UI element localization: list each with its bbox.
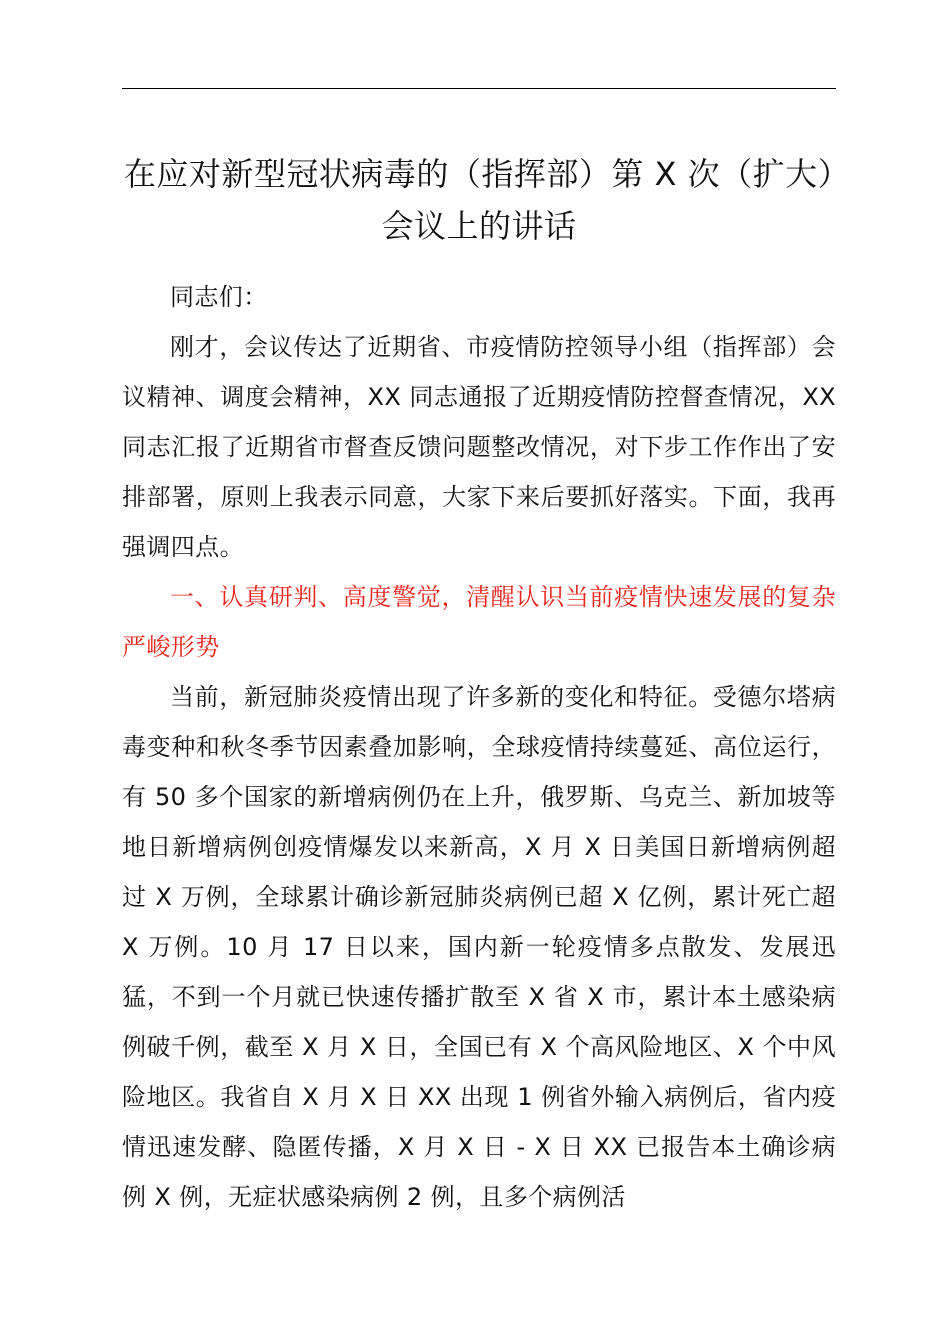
section-paragraph: 当前，新冠肺炎疫情出现了许多新的变化和特征。受德尔塔病毒变种和秋冬季节因素叠加影响，全球疫情持续蔓延、高位运行，有 50 多个国家的新增病例仍在上升，俄罗斯、乌克兰、新加坡等地日新增病例创疫情爆发以来新高，X 月 X 日美国日新增病例超过 X 万例，全球累计确诊新冠肺炎病例已超 X 亿例，累计死亡超 X 万例。10 月 17 日以来，国内新一轮疫情多点散发、发展迅猛，不到一个月就已快速传播扩散至 X 省 X 市，累计本土感染病例破千例，截至 X 月 X 日，全国已有 X 个高风险地区、X 个中风险地区。我省自 X 月 X 日 XX 出现 1 例省外输入病例后，省内疫情迅速发酵、隐匿传播，X 月 X 日 - X 日 XX 已报告本土确诊病例 X 例，无症状感染病例 2 例，且多个病例活 bbox=[122, 683, 836, 1211]
salutation: 同志们： bbox=[170, 283, 268, 311]
opening-paragraph: 刚才，会议传达了近期省、市疫情防控领导小组（指挥部）会议精神、调度会精神，XX 同志通报了近期疫情防控督查情况，XX 同志汇报了近期省市督查反馈问题整改情况，对下步工作作出了安排部署，原则上我表示同意，大家下来后要抓好落实。下面，我再强调四点。 bbox=[122, 333, 836, 561]
header-rule bbox=[122, 88, 836, 89]
section-heading: 一、认真研判、高度警觉，清醒认识当前疫情快速发展的复杂严峻形势 bbox=[122, 583, 836, 661]
document-body bbox=[122, 272, 836, 1222]
document-title: 在应对新型冠状病毒的（指挥部）第 X 次（扩大）会议上的讲话 bbox=[123, 155, 835, 245]
